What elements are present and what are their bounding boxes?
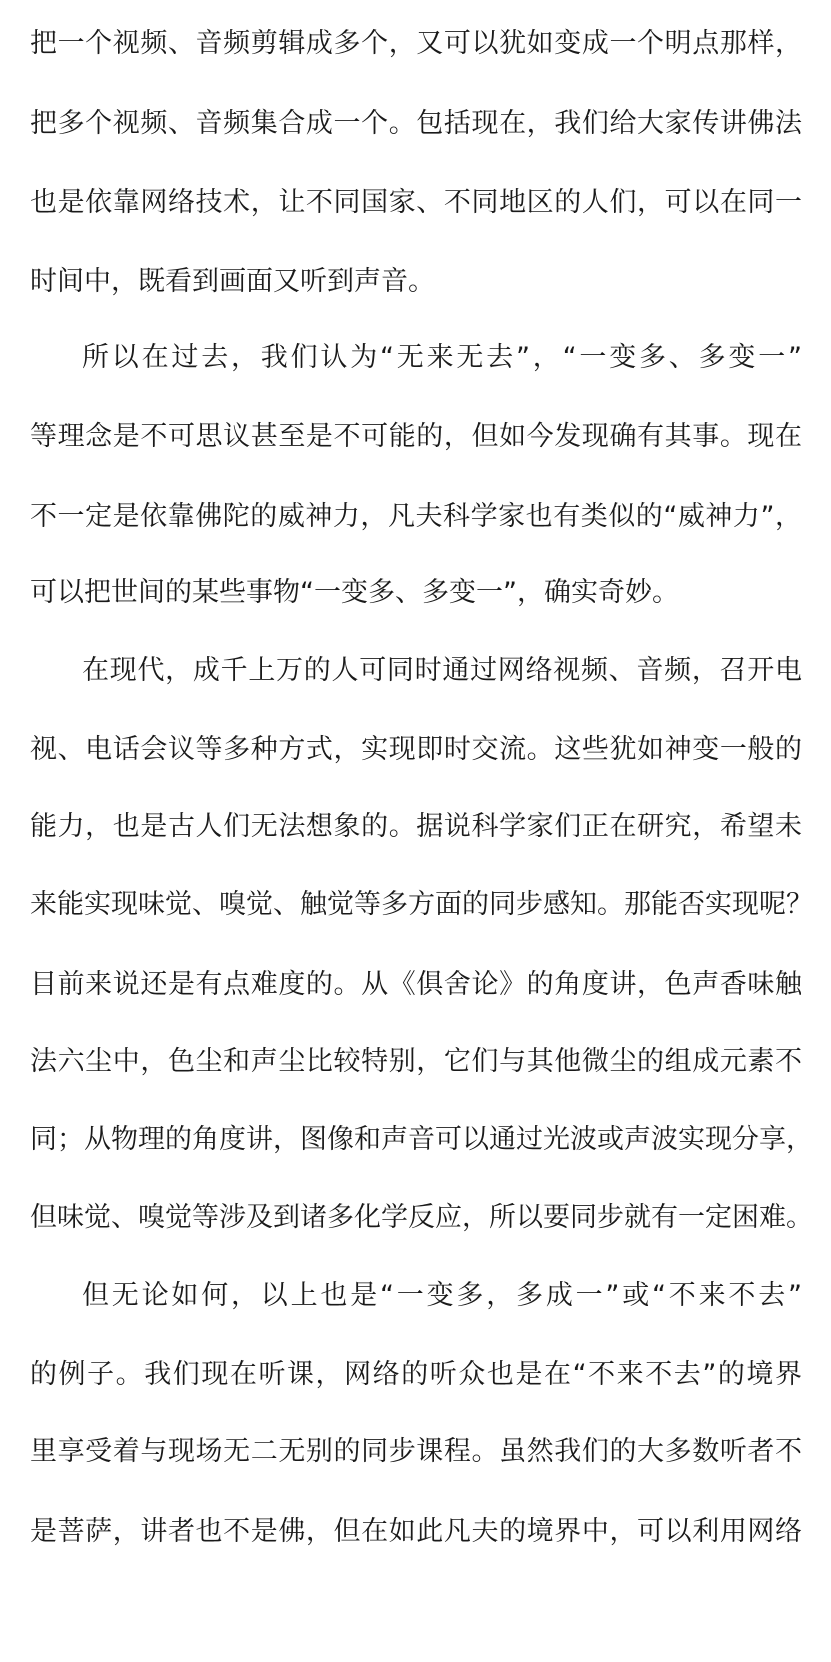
- text-line: 可以把世间的某些事物“一变多、多变一”，确实奇妙。: [30, 577, 679, 608]
- text-line: 但味觉、嗅觉等涉及到诸多化学反应，所以要同步就有一定困难。: [30, 1202, 813, 1233]
- text-line: 把一个视频、音频剪辑成多个，又可以犹如变成一个明点那样，: [30, 28, 802, 59]
- text-line: 同；从物理的角度讲，图像和声音可以通过光波或声波实现分享，: [30, 1124, 813, 1155]
- text-line: 等理念是不可思议甚至是不可能的，但如今发现确有其事。现在: [30, 421, 802, 452]
- text-line: 是菩萨，讲者也不是佛，但在如此凡夫的境界中，可以利用网络: [30, 1516, 802, 1547]
- text-line: 来能实现味觉、嗅觉、触觉等多方面的同步感知。那能否实现呢？: [30, 889, 813, 920]
- text-line: 视、电话会议等多种方式，实现即时交流。这些犹如神变一般的: [30, 734, 802, 765]
- paragraph-first-line: 所以在过去，我们认为“无来无去”，“一变多、多变一”: [82, 342, 802, 373]
- paragraph-first-line: 但无论如何，以上也是“一变多，多成一”或“不来不去”: [82, 1280, 802, 1311]
- text-line: 能力，也是古人们无法想象的。据说科学家们正在研究，希望未: [30, 811, 802, 842]
- text-line: 法六尘中，色尘和声尘比较特别，它们与其他微尘的组成元素不: [30, 1046, 802, 1077]
- text-line: 的例子。我们现在听课，网络的听众也是在“不来不去”的境界: [30, 1359, 802, 1390]
- text-line: 不一定是依靠佛陀的威神力，凡夫科学家也有类似的“威神力”，: [30, 501, 802, 532]
- text-line: 目前来说还是有点难度的。从《俱舍论》的角度讲，色声香味触: [30, 969, 802, 1000]
- text-line: 里享受着与现场无二无别的同步课程。虽然我们的大多数听者不: [30, 1436, 802, 1467]
- text-line: 也是依靠网络技术，让不同国家、不同地区的人们，可以在同一: [30, 187, 802, 218]
- text-line: 把多个视频、音频集合成一个。包括现在，我们给大家传讲佛法: [30, 108, 802, 139]
- text-line: 时间中，既看到画面又听到声音。: [30, 266, 435, 297]
- paragraph-first-line: 在现代，成千上万的人可同时通过网络视频、音频，召开电: [82, 655, 802, 686]
